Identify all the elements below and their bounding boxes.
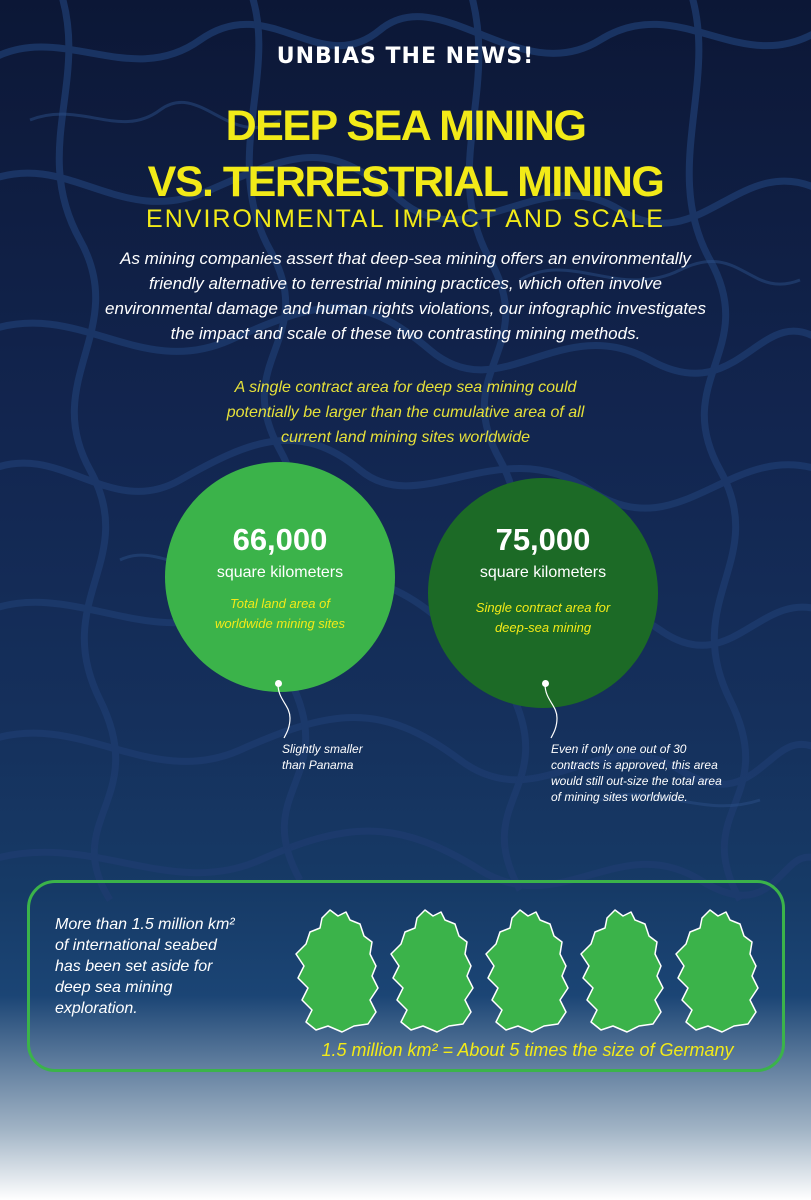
sea-area-value: 75,000 — [495, 522, 591, 557]
germany-map-icon — [581, 910, 663, 1032]
title-line-1: DEEP SEA MINING — [225, 102, 586, 150]
callout-line: would still out-size the total area — [551, 774, 722, 788]
sea-area-unit: square kilometers — [479, 564, 607, 581]
callout-line: Even if only one out of 30 — [551, 742, 687, 756]
note-line: A single contract area for deep sea mining could — [234, 379, 577, 396]
callout-dot — [542, 680, 549, 687]
desc-line: deep-sea mining — [494, 620, 592, 635]
seabed-line: More than 1.5 million km² — [55, 916, 235, 933]
brand-logo: UNBIAS THE NEWS! — [276, 44, 535, 69]
seabed-summary-text — [55, 914, 275, 1019]
callout-line: Slightly smaller — [282, 742, 363, 756]
seabed-line: has been set aside for — [55, 958, 213, 975]
title-line-2: VS. TERRESTRIAL MINING — [147, 158, 664, 206]
land-area-unit: square kilometers — [216, 564, 344, 581]
seabed-line: of international seabed — [55, 937, 217, 954]
germany-map-icon — [676, 910, 758, 1032]
intro-line: friendly alternative to terrestrial mining practices, which often involve — [148, 274, 663, 293]
intro-line: environmental damage and human rights violations, our infographic investigates — [104, 299, 707, 318]
note-line: potentially be larger than the cumulative area of all — [226, 404, 585, 421]
subtitle: ENVIRONMENTAL IMPACT AND SCALE — [146, 205, 665, 233]
callout-line: than Panama — [282, 758, 354, 772]
seabed-line: exploration. — [55, 1000, 138, 1017]
intro-line: As mining companies assert that deep-sea mining offers an environmentally — [120, 249, 691, 268]
germany-map-icon — [391, 910, 473, 1032]
land-callout — [282, 741, 402, 773]
land-area-value: 66,000 — [232, 522, 328, 557]
germany-comparison: 1.5 million km² = About 5 times the size of Germany — [321, 1040, 734, 1060]
intro-line: the impact and scale of these two contrasting mining methods. — [170, 324, 641, 343]
desc-line: Total land area of — [230, 596, 330, 611]
germany-maps — [290, 905, 765, 1033]
germany-map-icon — [296, 910, 378, 1032]
sea-callout — [551, 741, 791, 805]
desc-line: Single contract area for — [475, 600, 611, 615]
seabed-line: deep sea mining — [55, 979, 173, 996]
callout-dot — [275, 680, 282, 687]
note-line: current land mining sites worldwide — [281, 429, 530, 446]
desc-line: worldwide mining sites — [214, 616, 346, 631]
callout-line: of mining sites worldwide. — [551, 790, 688, 804]
callout-line: contracts is approved, this area — [551, 758, 718, 772]
germany-map-icon — [486, 910, 568, 1032]
